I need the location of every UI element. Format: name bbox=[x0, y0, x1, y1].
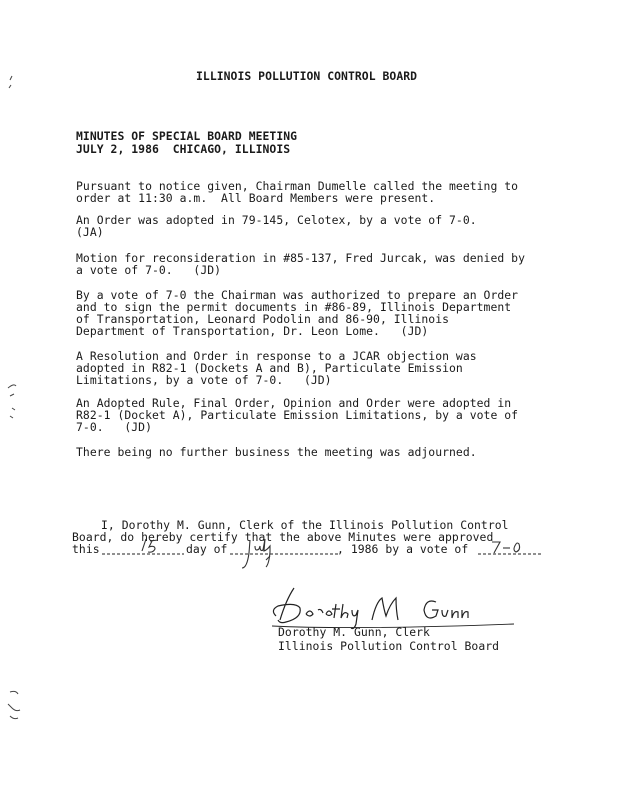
minutes-title: MINUTES OF SPECIAL BOARD MEETING bbox=[76, 129, 298, 143]
para5-line1: A Resolution and Order in response to a JCAR objection was bbox=[76, 349, 477, 363]
certification-day-of: day of bbox=[186, 542, 228, 556]
para3-line1: Motion for reconsideration in #85-137, Fred Jurcak, was denied by bbox=[76, 251, 526, 265]
para1-line1: Pursuant to notice given, Chairman Dumelle called the meeting to bbox=[76, 179, 519, 193]
para4-line1: By a vote of 7-0 the Chairman was authorized to prepare an Order bbox=[76, 288, 519, 302]
certification-year-vote: , 1986 by a vote of bbox=[337, 542, 469, 556]
para5-line3: Limitations, by a vote of 7-0. (JD) bbox=[76, 373, 332, 387]
para4-line2: and to sign the permit documents in #86-89, Illinois Department bbox=[76, 300, 512, 314]
para4-line3: of Transportation, Leonard Podolin and 86-90, Illinois bbox=[76, 312, 450, 326]
para6-line3: 7-0. (JD) bbox=[76, 420, 152, 434]
para2-line1: An Order was adopted in 79-145, Celotex, by a vote of 7-0. bbox=[76, 213, 477, 227]
meeting-date-location: JULY 2, 1986 CHICAGO, ILLINOIS bbox=[76, 142, 291, 156]
para4-line4: Department of Transportation, Dr. Leon Lome. (JD) bbox=[76, 324, 429, 338]
para1-line2: order at 11:30 a.m. All Board Members were present. bbox=[76, 191, 436, 205]
para6-line1: An Adopted Rule, Final Order, Opinion and Order were adopted in bbox=[76, 396, 512, 410]
para3-line2: a vote of 7-0. (JD) bbox=[76, 263, 222, 277]
signer-name: Dorothy M. Gunn, Clerk bbox=[278, 625, 430, 639]
margin-mark-middle bbox=[8, 385, 16, 418]
signer-organization: Illinois Pollution Control Board bbox=[278, 639, 500, 653]
margin-mark-bottom bbox=[8, 691, 20, 718]
certification-line1: I, Dorothy M. Gunn, Clerk of the Illinois Pollution Control bbox=[101, 518, 509, 532]
certification-line2: Board, do hereby certify that the above Minutes were approved bbox=[72, 530, 494, 544]
para5-line2: adopted in R82-1 (Dockets A and B), Particulate Emission bbox=[76, 361, 463, 375]
board-title: ILLINOIS POLLUTION CONTROL BOARD bbox=[196, 69, 418, 83]
certification-this: this bbox=[72, 542, 100, 556]
margin-mark-top bbox=[9, 76, 12, 88]
para2-line2: (JA) bbox=[76, 225, 104, 239]
para7-line1: There being no further business the meeting was adjourned. bbox=[76, 445, 477, 459]
para6-line2: R82-1 (Docket A), Particulate Emission Limitations, by a vote of bbox=[76, 408, 519, 422]
